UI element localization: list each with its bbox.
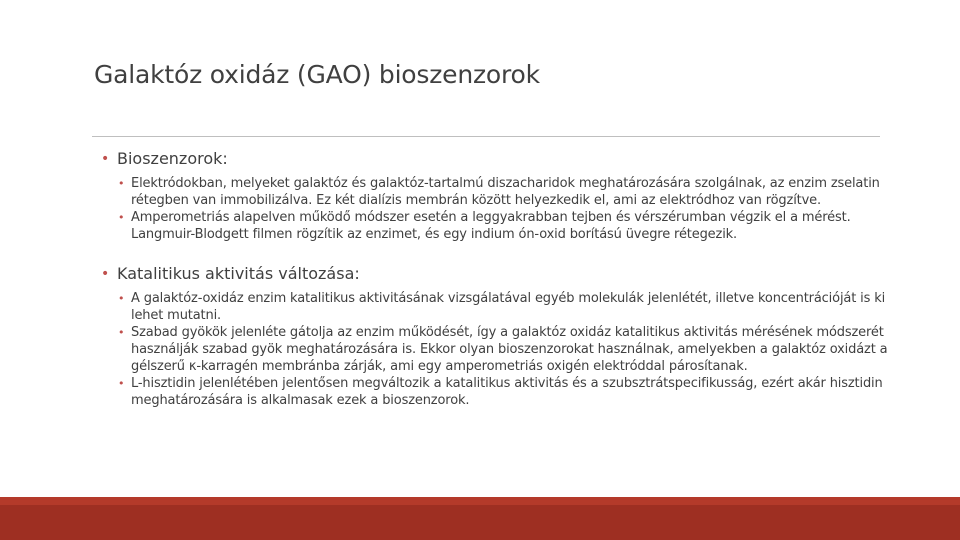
section-katalitikus-aktivitas <box>98 263 898 409</box>
sub-bullet-list <box>98 290 898 409</box>
sub-bullet-item <box>118 175 898 209</box>
title-divider <box>92 136 880 137</box>
slide-body <box>98 148 898 409</box>
bullet-icon: • <box>118 326 125 339</box>
bullet-icon: • <box>118 211 125 224</box>
sub-bullet-text: A galaktóz-oxidáz enzim katalitikus aktivitásának vizsgálatával egyéb molekulák jelenlétét, illetve koncentrációját is ki lehet mutatni. <box>131 291 886 323</box>
sub-bullet-text: Elektródokban, melyeket galaktóz és galaktóz-tartalmú diszacharidok meghatározására szolgálnak, az enzim zselatin rétegben van immobilizálva. Ez két dialízis membrán között helyezkedik el, ami az elektródhoz van rögzítve. <box>131 176 880 208</box>
bullet-heading <box>98 263 898 285</box>
sub-bullet-item <box>118 290 898 324</box>
sub-bullet-item <box>118 324 898 375</box>
bullet-icon: • <box>118 177 125 190</box>
bullet-icon: • <box>118 377 125 390</box>
footer-accent-stripe <box>0 497 960 505</box>
sub-bullet-item <box>118 375 898 409</box>
section-heading: Katalitikus aktivitás változása: <box>117 264 360 283</box>
section-bioszenzorok <box>98 148 898 243</box>
bullet-icon: • <box>101 266 110 282</box>
section-heading: Bioszenzorok: <box>117 149 228 168</box>
sub-bullet-text: Szabad gyökök jelenléte gátolja az enzim működését, így a galaktóz oxidáz katalitikus aktivitás mérésének módszerét használják szabad gyök meghatározására is. Ekkor olyan bioszenzorokat használnak, amelyekben a galaktóz oxidázt a gélszerű κ-karragén membránba zárják, ami egy amperometriás oxigén elektróddal párosítanak. <box>131 325 888 374</box>
bullet-icon: • <box>118 292 125 305</box>
sub-bullet-list <box>98 175 898 243</box>
bullet-heading <box>98 148 898 170</box>
bullet-icon: • <box>101 151 110 167</box>
slide-title: Galaktóz oxidáz (GAO) bioszenzorok <box>94 60 540 89</box>
sub-bullet-text: Amperometriás alapelven működő módszer esetén a leggyakrabban tejben és vérszérumban végzik el a mérést. Langmuir-Blodgett filmen rögzítik az enzimet, és egy indium ón-oxid borítású üvegre rétegezik. <box>131 210 851 242</box>
sub-bullet-item <box>118 209 898 243</box>
sub-bullet-text: L-hisztidin jelenlétében jelentősen megváltozik a katalitikus aktivitás és a szubsztrátspecifikusság, ezért akár hisztidin meghatározására is alkalmasak ezek a bioszenzorok. <box>131 376 883 408</box>
